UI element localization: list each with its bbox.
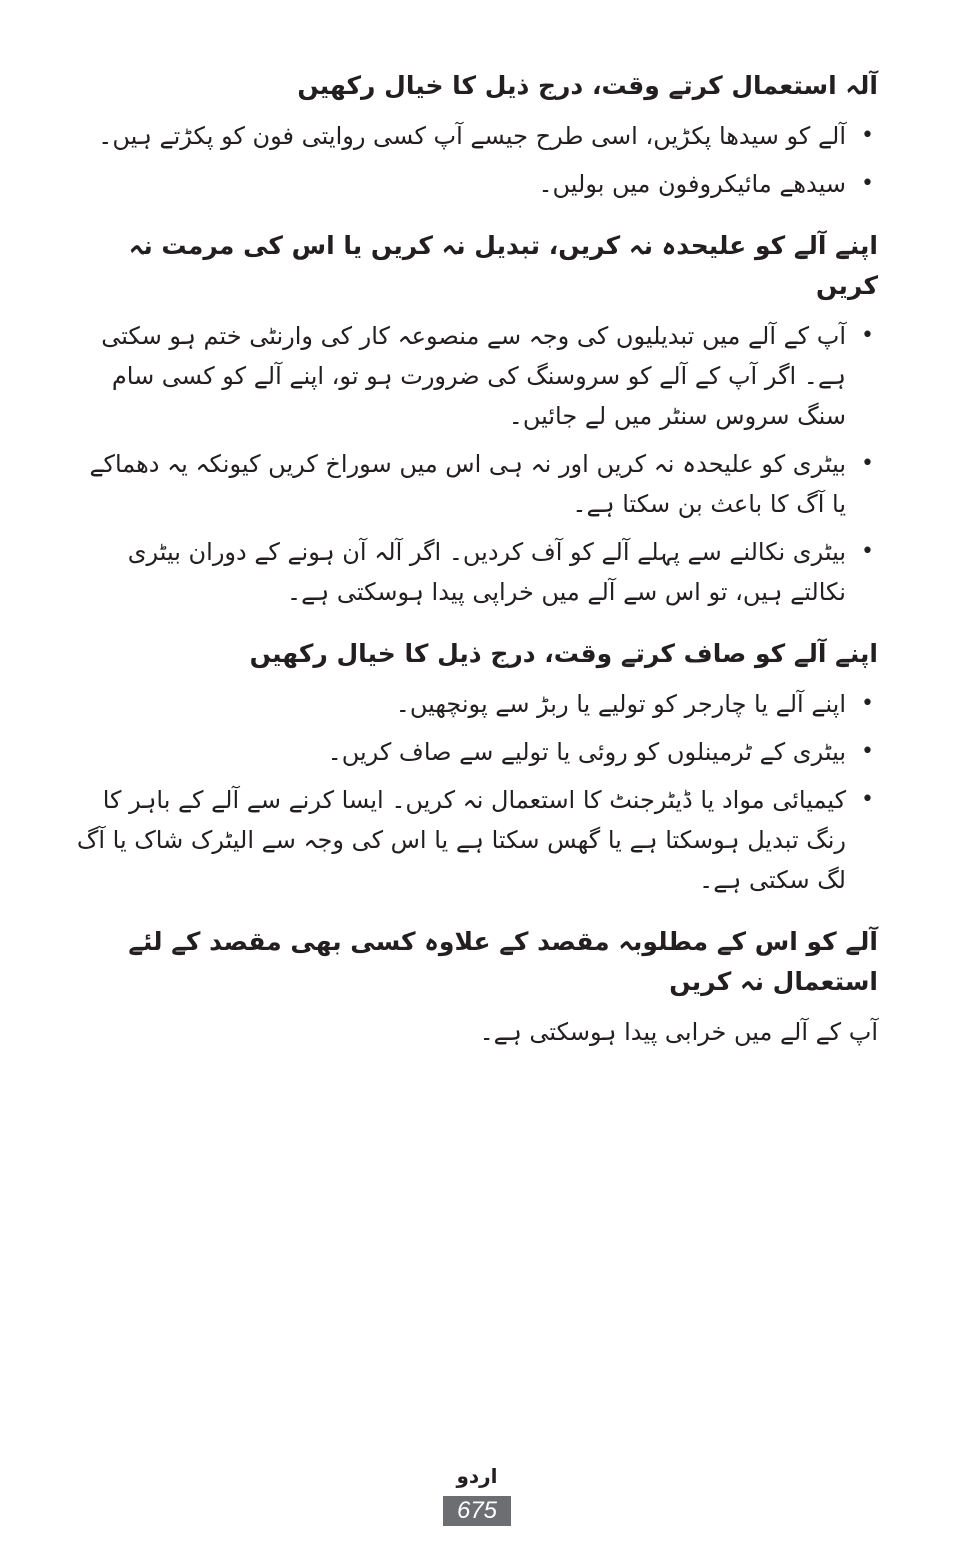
bullet-list (76, 316, 878, 612)
list-item-text: کیمیائی مواد یا ڈیٹرجنٹ کا استعمال نہ کریں۔ ایسا کرنے سے آلے کے باہر کا رنگ تبدیل ہوسکتا ہے یا گھس سکتا ہے یا اس کی وجہ سے الیٹرک شاک یا آگ لگ سکتی ہے۔ (76, 786, 846, 894)
list-item-text: سیدھے مائیکروفون میں بولیں۔ (538, 170, 846, 198)
list-item (76, 116, 878, 156)
page-content (76, 66, 878, 1074)
section-paragraph: آپ کے آلے میں خرابی پیدا ہوسکتی ہے۔ (479, 1018, 878, 1046)
list-item-text: اپنے آلے یا چارجر کو تولیے یا ربڑ سے پونچھیں۔ (395, 690, 846, 718)
list-item-text: آپ کے آلے میں تبدیلیوں کی وجہ سے منصوعہ کار کی وارنٹی ختم ہو سکتی ہے۔ اگر آپ کے آلے کو سروسنگ کی ضرورت ہو تو، اپنے آلے کو کسی سام سنگ سروس سنٹر میں لے جائیں۔ (101, 322, 846, 430)
bullet-icon: • (861, 323, 874, 348)
list-item (76, 684, 878, 724)
section-cleaning (76, 634, 878, 900)
bullet-list (76, 116, 878, 204)
section-no-disassembly (76, 226, 878, 612)
list-item (76, 444, 878, 524)
list-item (76, 316, 878, 436)
page-footer (0, 1462, 954, 1526)
list-item-text: بیٹری کے ٹرمینلوں کو روئی یا تولیے سے صاف کریں۔ (327, 738, 846, 766)
section-holding-device (76, 66, 878, 204)
footer-language: اردو (456, 1464, 498, 1488)
bullet-icon: • (861, 539, 874, 564)
list-item-text: بیٹری کو علیحدہ نہ کریں اور نہ ہی اس میں سوراخ کریں کیونکہ یہ دھماکے یا آگ کا باعث بن سکتا ہے۔ (89, 450, 846, 518)
section-heading: اپنے آلے کو صاف کرتے وقت، درج ذیل کا خیال رکھیں (249, 639, 878, 668)
bullet-icon: • (861, 171, 874, 196)
bullet-icon: • (861, 123, 874, 148)
section-heading: آلے کو اس کے مطلوبہ مقصد کے علاوہ کسی بھی مقصد کے لئے استعمال نہ کریں (128, 927, 878, 996)
bullet-icon: • (861, 691, 874, 716)
bullet-list (76, 684, 878, 900)
list-item (76, 780, 878, 900)
bullet-icon: • (861, 451, 874, 476)
bullet-icon: • (861, 787, 874, 812)
list-item-text: بیٹری نکالنے سے پہلے آلے کو آف کردیں۔ اگر آلہ آن ہونے کے دوران بیٹری نکالتے ہیں، تو اس سے آلے میں خراپی پیدا ہوسکتی ہے۔ (127, 538, 846, 606)
list-item-text: آلے کو سیدھا پکڑیں، اسی طرح جیسے آپ کسی روایتی فون کو پکڑتے ہیں۔ (98, 122, 846, 150)
list-item (76, 164, 878, 204)
bullet-icon: • (861, 739, 874, 764)
list-item (76, 532, 878, 612)
section-intended-use (76, 922, 878, 1052)
list-item (76, 732, 878, 772)
page-number: 675 (443, 1496, 511, 1526)
section-heading: آلہ استعمال کرتے وقت، درج ذیل کا خیال رکھیں (297, 71, 878, 100)
section-heading: اپنے آلے کو علیحدہ نہ کریں، تبدیل نہ کریں یا اس کی مرمت نہ کریں (128, 231, 878, 300)
